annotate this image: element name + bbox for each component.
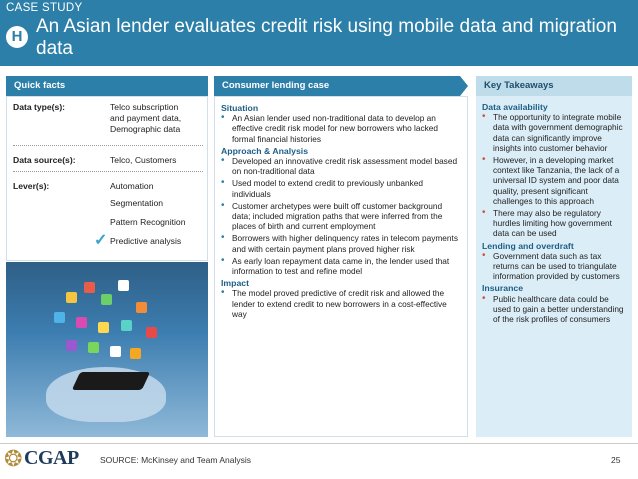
app-icon <box>66 340 77 351</box>
data-sources-label: Data source(s): <box>13 155 76 165</box>
checkmark-icon: ✓ <box>94 232 108 249</box>
insurance-heading: Insurance <box>482 283 524 294</box>
list-item: • Customer archetypes were built off customer background data; included migration paths that were inferred from the places of birth and current employment <box>221 201 461 232</box>
app-icon <box>136 302 147 313</box>
mobile-apps-illustration <box>6 262 208 437</box>
data-types-value: and payment data, <box>110 113 182 123</box>
list-item: • Public healthcare data could be used to gain a better understanding of the risk profiles of consumers <box>482 294 626 325</box>
list-item: • Developed an innovative credit risk assessment model based on non-traditional data <box>221 156 461 176</box>
lever-item: Pattern Recognition <box>110 217 186 227</box>
app-icon <box>101 294 112 305</box>
quick-facts-heading: Quick facts <box>6 76 208 96</box>
consumer-case-panel <box>214 96 468 437</box>
source-note: SOURCE: McKinsey and Team Analysis <box>100 455 252 465</box>
key-takeaways-heading: Key Takeaways <box>476 76 632 96</box>
section-badge: H <box>6 26 28 48</box>
case-study-label: CASE STUDY <box>6 2 83 14</box>
list-item: • An Asian lender used non-traditional data to develop an effective credit risk model for new borrowers who lacked formal financial histories <box>221 113 461 144</box>
impact-heading: Impact <box>221 278 250 289</box>
app-icon <box>54 312 65 323</box>
divider <box>13 171 203 172</box>
app-icon <box>121 320 132 331</box>
data-availability-heading: Data availability <box>482 102 548 112</box>
divider <box>13 145 203 146</box>
levers-label: Lever(s): <box>13 181 50 191</box>
approach-heading: Approach & Analysis <box>221 145 309 156</box>
data-types-label: Data type(s): <box>13 102 66 112</box>
lever-item: Segmentation <box>110 198 164 208</box>
app-icon <box>84 282 95 293</box>
lever-item: Predictive analysis <box>110 236 182 246</box>
phone-illustration <box>72 372 150 390</box>
app-icon <box>130 348 141 359</box>
consumer-case-heading: Consumer lending case <box>214 76 460 96</box>
page-number: 25 <box>611 455 621 465</box>
app-icon <box>110 346 121 357</box>
list-item: • As early loan repayment data came in, the lender used that information to test and refine model <box>221 256 461 276</box>
cgap-logo: CGAP <box>24 447 79 469</box>
footer-divider <box>0 443 638 444</box>
data-types-value: Demographic data <box>110 124 181 134</box>
app-icon <box>98 322 109 333</box>
situation-heading: Situation <box>221 103 259 113</box>
lending-heading: Lending and overdraft <box>482 240 574 251</box>
list-item: • The model proved predictive of credit risk and allowed the lender to extend credit to new borrowers in a cost-effective way <box>221 288 461 319</box>
data-types-value: Telco subscription <box>110 102 179 112</box>
list-item: • There may also be regulatory hurdles limiting how government data can be used <box>482 208 626 239</box>
chevron-right-icon <box>460 76 468 96</box>
app-icon <box>76 317 87 328</box>
app-icon <box>118 280 129 291</box>
list-item: • The opportunity to integrate mobile data with government demographic data can significantly improve insights into customer behavior <box>482 112 626 153</box>
lever-item: Automation <box>110 181 154 191</box>
cgap-logo-icon: ❂ <box>4 446 23 471</box>
header-bar <box>0 0 638 66</box>
key-takeaways-panel <box>476 96 632 437</box>
list-item: • Borrowers with higher delinquency rates in telecom payments and with certain payment plans proved higher risk <box>221 233 461 253</box>
app-icon <box>88 342 99 353</box>
data-sources-value: Telco, Customers <box>110 155 177 165</box>
list-item: • Used model to extend credit to previously unbanked individuals <box>221 178 461 198</box>
app-icon <box>146 327 157 338</box>
list-item: • However, in a developing market context like Tanzania, the lack of a universal ID system and poor data quality, present significant challenges to this approach <box>482 155 626 206</box>
list-item: • Government data such as tax returns can be used to triangulate information provided by customers <box>482 251 626 282</box>
quick-facts-panel <box>6 96 208 261</box>
page-title: An Asian lender evaluates credit risk using mobile data and migration data <box>36 16 617 59</box>
app-icon <box>66 292 77 303</box>
